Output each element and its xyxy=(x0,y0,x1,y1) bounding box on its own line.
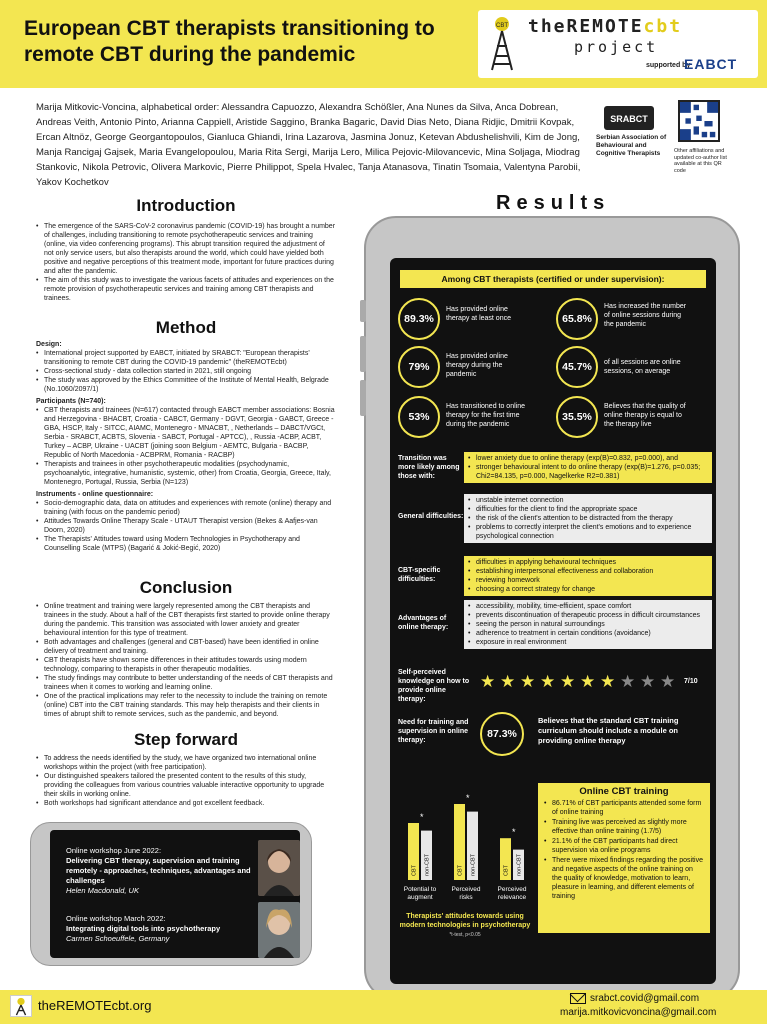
star-icon: ★ xyxy=(640,672,656,691)
step-forward-heading: Step forward xyxy=(134,730,238,749)
transition-label: Transition was more likely among those with: xyxy=(398,455,460,480)
srabct-name: Serbian Association of Behavioural and Cognitive Therapists xyxy=(596,134,667,157)
list-item: • Online treatment and training were largely represented among the CBT therapists and trainees in the study. About a half of the CBT therapists first started to provide online therapy during the pandemic. This transition was associated with lower anxiety and greater behavioural intention for this type of treatment. xyxy=(36,602,336,638)
stat-circle: 35.5% xyxy=(556,396,598,438)
list-item: • difficulties in applying behavioural techniques xyxy=(468,558,708,567)
general-difficulties-box xyxy=(464,494,712,543)
remotecbt-logo xyxy=(478,10,758,78)
list-item: • Training live was perceived as slightly more effective than online training (1.7/5) xyxy=(544,818,704,836)
conclusion-heading: Conclusion xyxy=(139,578,233,597)
logo-name: theREMOTEcbt xyxy=(528,16,683,37)
list-item: • establishing interpersonal effectiveness and collaboration xyxy=(468,567,708,576)
workshop-date: Online workshop March 2022: xyxy=(66,914,166,923)
supported-by-label: supported by xyxy=(646,62,691,69)
list-item: • problems to correctly interpret the client's emotions and to experience psychological connection xyxy=(468,523,708,541)
significance-marker: * xyxy=(512,827,516,838)
need-label: Need for training and supervision in online therapy: xyxy=(398,719,469,744)
speaker-photo xyxy=(258,840,300,896)
general-difficulties-label: General difficulties: xyxy=(398,513,464,520)
list-item: • The study was approved by the Ethics Committee of the Institute of Mental Health, Belgrade (No.1060/2097/1) xyxy=(36,376,336,394)
category-label: Perceived risks xyxy=(451,886,481,901)
stat-text: Has provided online therapy at least once xyxy=(446,306,511,322)
stat-text: Has transitioned to online therapy for the first time during the pandemic xyxy=(446,403,525,428)
list-item: • The emergence of the SARS-CoV-2 coronavirus pandemic (COVID-19) has brought a number of challenges, including transitioning to remote psychotherapeutic services and training (online, via video conferencing programs). This abrupt transition required the adjustment of not only service users, but also therapists around the world, which could have yielded both positive and negative perceptions of this treatment mode, important for future practices during and after the pandemic. xyxy=(36,222,336,276)
srabct-logo xyxy=(600,104,664,134)
workshop-date: Online workshop June 2022: xyxy=(66,846,162,855)
svg-text:CBT: CBT xyxy=(496,23,508,29)
stat-circle: 53% xyxy=(398,396,440,438)
list-item: • accessibility, mobility, time-efficient, space comfort xyxy=(468,602,708,611)
workshop-title: Delivering CBT therapy, supervision and training remotely - approaches, techniques, advantages and challenges xyxy=(66,856,251,885)
qr-code[interactable] xyxy=(678,100,720,142)
author-list: Marija Mitkovic-Voncina, alphabetical order: Alessandra Capuozzo, Alexandra Schößler, Ana Nunes da Silva, Anca Dobrean, Andreas Veith, Antonio Pinto, Arianna Cappiell, Aristide Saggino, Branka Bagaric, David Dias Neto, Diana Ridjic, Dmitrii Kovpak, Ercan Altnöz, George Georgantopoulos, Gianluca Ghiandi, Irina Lazarova, Jasmina Jonuz, Ketevan Abdushelishvili, Kim de Jong, Manja Rancigaj Gajsek, Maria Evangelopoulou, Maria Rita Sergi, Marija Lero, Milica Pejovic-Milovancevic, Mina Soljaga, Miodrag Stankovic, Nikola Petrovic, Olivera Markovic, Pierre Philippot, Spela Hvalec, Tanja Atanasova, Tinatin Tsomaia, Valentyna Parobii, Yakov Kochetkov xyxy=(36,102,581,188)
method-list xyxy=(36,340,336,556)
cbt-difficulties-box xyxy=(464,556,712,596)
list-item: • To address the needs identified by the study, we have organized two international online workshops within the project (with free participation). xyxy=(36,754,336,772)
stat-circle: 79% xyxy=(398,346,440,388)
star-icon: ★ xyxy=(580,672,596,691)
advantages-box xyxy=(464,600,712,649)
list-item: • Socio-demographic data, data on attitudes and experiences with remote (online) therapy and training (with focus on the pandemic period) xyxy=(36,499,336,517)
star-icon: ★ xyxy=(620,672,636,691)
list-item: • 21.1% of the CBT participants had direct supervision via online programs xyxy=(544,837,704,855)
significance-marker: * xyxy=(466,793,470,803)
star-icon: ★ xyxy=(480,672,496,691)
list-item: • prevents discontinuation of therapeutic process in difficult circumstances xyxy=(468,611,708,620)
footer-website[interactable]: theREMOTEcbt.org xyxy=(38,998,152,1013)
stat-circle: 65.8% xyxy=(556,298,598,340)
qr-note: Other affiliations and updated co-author list available at this QR code xyxy=(674,148,727,174)
list-item: • difficulties for the client to find the appropriate space xyxy=(468,505,708,514)
star-icon: ★ xyxy=(500,672,516,691)
online-training-title: Online CBT training xyxy=(579,786,669,797)
list-item: • exposure in real environment xyxy=(468,638,708,647)
participants-label: Participants (N=740): xyxy=(36,398,106,405)
list-item: • One of the practical implications may refer to the necessity to include the training on remote (online) CBT into the CBT training standards. This may help therapists and their clients in times of abrupt shift to remote services, such as the pandemic, and beyond. xyxy=(36,692,336,719)
list-item: • The study findings may contribute to better understanding of the needs of CBT therapists and trainees when it comes to working and learning online. xyxy=(36,674,336,692)
bar-label: CBT xyxy=(411,865,418,876)
transition-box xyxy=(464,452,712,483)
eabct-logo: EABCT xyxy=(684,56,738,72)
category-label: Perceived relevance xyxy=(497,886,527,901)
need-text: Believes that the standard CBT training curriculum should include a module on providing online therapy xyxy=(538,716,679,745)
online-training-box xyxy=(538,783,710,933)
list-item: • choosing a correct strategy for change xyxy=(468,585,708,594)
workshop-march xyxy=(66,914,256,944)
list-item: • CBT therapists have shown some differences in their attitudes towards using modern technology, comparing to therapists in other therapeutic modalities. xyxy=(36,656,336,674)
list-item: • lower anxiety due to online therapy (exp(B)=0.832, p=0.000), and xyxy=(468,454,708,463)
footer-logo-icon xyxy=(10,995,32,1017)
bar-label: non-CBT xyxy=(424,853,431,876)
step-forward-list xyxy=(36,754,336,808)
list-item: • The aim of this study was to investigate the various facets of attitudes and experiences on the remote provision of psychotherapeutic services and training among CBT therapists and trainees. xyxy=(36,276,336,303)
poster-title: European CBT therapists transitioning to remote CBT during the pandemic xyxy=(24,17,435,66)
significance-marker: * xyxy=(420,812,424,822)
category-label: Potential to augment xyxy=(403,886,437,901)
list-item: • Therapists and trainees in other psychotherapeutic modalities (psychodynamic, psychoanalytic, integrative, humanistic, systemic, other) from Croatia, Georgia, Greece, Italy, Montenegro, Portugal, Russia, Serbia (N=123) xyxy=(36,460,336,487)
need-circle: 87.3% xyxy=(480,712,524,756)
workshop-june xyxy=(66,846,256,896)
bar-label: non-CBT xyxy=(516,853,523,876)
phone-side-button xyxy=(360,380,366,416)
knowledge-rating-value: 7/10 xyxy=(684,678,698,685)
list-item: • seeing the person in natural surroundings xyxy=(468,620,708,629)
tower-icon xyxy=(484,16,520,72)
footer-email[interactable]: marija.mitkovicvoncina@gmail.com xyxy=(560,1007,717,1018)
star-icon: ★ xyxy=(600,672,616,691)
stat-circle: 89.3% xyxy=(398,298,440,340)
workshop-title: Integrating digital tools into psychotherapy xyxy=(66,924,221,933)
attitudes-bar-chart xyxy=(394,786,536,912)
results-subheading: Among CBT therapists (certified or under supervision): xyxy=(400,270,706,288)
mail-icon xyxy=(570,993,586,1004)
workshop-speaker: Helen Macdonald, UK xyxy=(66,886,139,895)
introduction-heading: Introduction xyxy=(136,196,236,215)
stat-text: of all sessions are online sessions, on average xyxy=(604,359,681,375)
speaker-photo xyxy=(258,902,300,958)
list-item: • the risk of the client's attention to be distracted from the therapy xyxy=(468,514,708,523)
phone-side-button xyxy=(360,300,366,322)
list-item: • Our distinguished speakers tailored the presented content to the results of this study, providing the colleagues from various countries valuable interactive opportunity to upgrade their skills in working online. xyxy=(36,772,336,799)
instruments-label: Instruments - online questionnaire: xyxy=(36,491,154,498)
stat-text: Has provided online therapy during the pandemic xyxy=(446,353,508,378)
list-item: • unstable internet connection xyxy=(468,496,708,505)
chart-title: Therapists' attitudes towards using modern technologies in psychotherapy xyxy=(399,913,531,929)
introduction-list xyxy=(36,222,336,303)
workshop-speaker: Carmen Schoeuffele, Germany xyxy=(66,934,170,943)
design-label: Design: xyxy=(36,341,62,348)
list-item: • There were mixed findings regarding the positive and negative aspects of the online training on the quality of knowledge, motivation to learn, pleasure in learning, and different elements of training xyxy=(544,856,704,901)
bar-label: CBT xyxy=(503,865,510,876)
bar-label: CBT xyxy=(457,865,464,876)
cbt-difficulties-label: CBT-specific difficulties: xyxy=(398,567,441,583)
results-heading: Results xyxy=(496,192,611,214)
stat-circle: 45.7% xyxy=(556,346,598,388)
list-item: • International project supported by EABCT, initiated by SRABCT: "European therapists' transitioning to remote CBT during the COVID-19 pandemic" (theREMOTEcbt) xyxy=(36,349,336,367)
svg-text:SRABCT: SRABCT xyxy=(610,114,648,124)
stat-text: Has increased the number of online sessions during the pandemic xyxy=(604,303,687,328)
list-item: • Attitudes Towards Online Therapy Scale - UTAUT Therapist version (Bekes & Aafjes-van Doorn, 2020) xyxy=(36,517,336,535)
list-item: • The Therapists' Attitudes toward using Modern Technologies in Psychotherapy and Counselling Scale (MTPS) (Bagarić & Jokić-Begić, 2020) xyxy=(36,535,336,553)
conclusion-list xyxy=(36,602,336,719)
phone-side-button xyxy=(360,336,366,372)
footer-email[interactable]: srabct.covid@gmail.com xyxy=(590,993,700,1004)
list-item: • adherence to treatment in certain conditions (avoidance) xyxy=(468,629,708,638)
stat-text: Believes that the quality of online therapy is equal to the therapy live xyxy=(604,403,686,428)
advantages-label: Advantages of online therapy: xyxy=(398,615,449,631)
list-item: • reviewing homework xyxy=(468,576,708,585)
knowledge-label: Self-perceived knowledge on how to provide online therapy: xyxy=(398,669,470,703)
list-item: • stronger behavioural intent to do online therapy (exp(B)=1.276, p=0.035; Chi2=84.135, p=0.000, Nagelkerke R2=0.381) xyxy=(468,463,708,481)
list-item: • CBT therapists and trainees (N=617) contacted through EABCT member associations: Bosnia and Herzegovina - BHACBT, Croatia - CABCT, Germany - DGVT, Georgia - GABCT, Greece - GBA, HSCP, Italy - SITCC, AIAMC, Montenegro - MNACBT, , Netherlands – DABCT/VGCt, Serbia - SRABCT, ACBTS, Slovenia - SABCT, Portugal - APTCC), , Russia -ACBP, ACBT, Turkey – ACBP, Ukraine - UACBT (joining soon Belgium - AEMTC, Bulgaria - BACBP, Republic of North Macedonia - ACBPRM, Romania - RACBP) xyxy=(36,406,336,460)
method-heading: Method xyxy=(155,318,217,337)
logo-subtitle: project xyxy=(574,38,659,56)
list-item: • Both advantages and challenges (general and CBT-based) have been identified in online delivery of treatment and training. xyxy=(36,638,336,656)
chart-note: *t-test, p<0.05 xyxy=(449,932,481,938)
star-icon: ★ xyxy=(560,672,576,691)
list-item: • Cross-sectional study - data collection started in 2021, still ongoing xyxy=(36,367,336,376)
star-icon: ★ xyxy=(540,672,556,691)
list-item: • Both workshops had significant attendance and got excellent feedback. xyxy=(36,799,336,808)
star-icon: ★ xyxy=(520,672,536,691)
list-item: • 86.71% of CBT participants attended some form of online training xyxy=(544,799,704,817)
star-icon: ★ xyxy=(660,672,676,691)
bar-label: non-CBT xyxy=(470,853,477,876)
